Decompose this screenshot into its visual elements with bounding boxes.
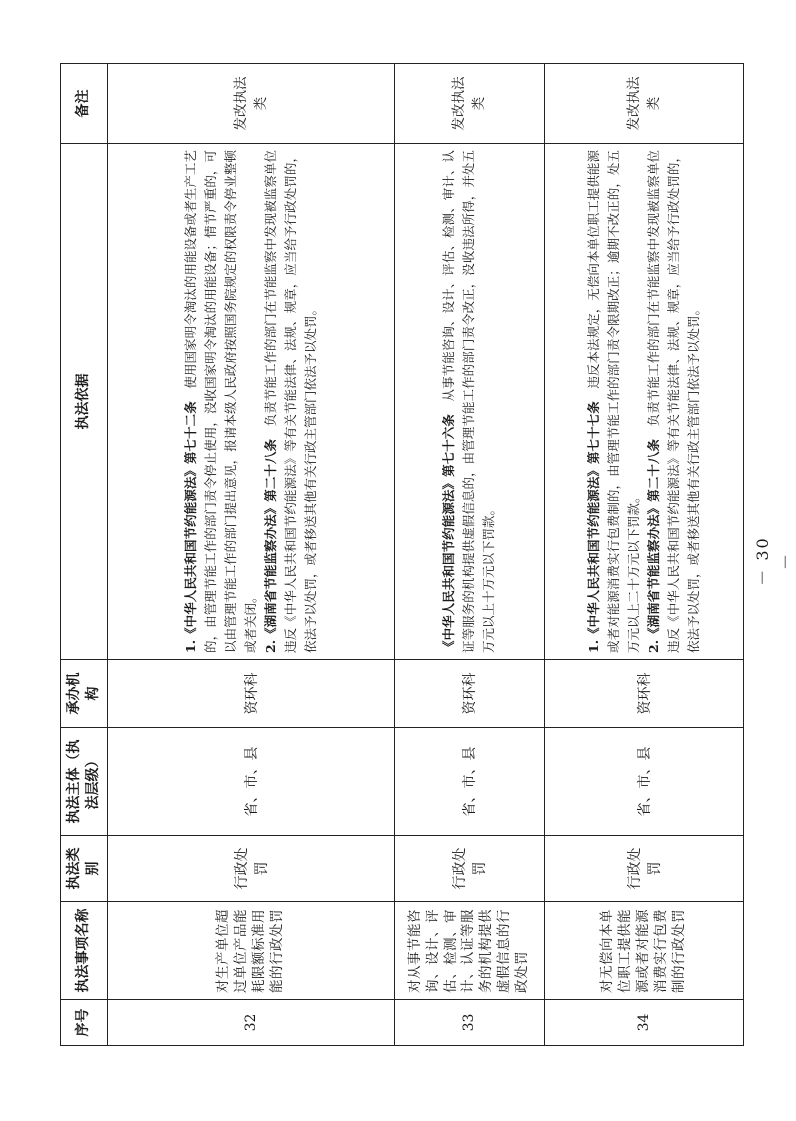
row-seq: 33 [394, 1000, 544, 1046]
basis-text: 从事节能咨询、设计、评估、检测、审计、认证等服务的机构提供虚假信息的，由管理节能工作的部门责令改正，没收违法所得，并处五万元以上十万元以下罚款。 [441, 150, 497, 653]
table-row [107, 64, 394, 1046]
row-note: 发改执法类 [107, 64, 394, 144]
header-subject: 执法主体（执法层级） [61, 728, 108, 836]
row-basis [544, 144, 743, 660]
table-row [394, 64, 544, 1046]
row-agency: 资环科 [394, 660, 544, 728]
row-basis [394, 144, 544, 660]
row-category: 行政处罚 [394, 836, 544, 902]
row-subject: 省、市、县 [394, 728, 544, 836]
row-seq: 34 [544, 1000, 743, 1046]
header-seq: 序号 [61, 1000, 108, 1046]
row-subject: 省、市、县 [107, 728, 394, 836]
row-agency: 资环科 [107, 660, 394, 728]
basis-paragraph [439, 150, 499, 653]
basis-text: 负责节能工作的部门在节能监察中发现被监察单位违反《中华人民共和国节约能源法》等有关节能法律、法规、规章，应当给予行政处罚的，依法予以处罚，或者移送其他有关行政主管部门依法予以处罚。 [645, 150, 701, 653]
row-basis [107, 144, 394, 660]
basis-law-title: 1.《中华人民共和国节约能源法》第七十二条 [182, 401, 198, 653]
row-seq: 32 [107, 1000, 394, 1046]
row-agency: 资环科 [544, 660, 743, 728]
basis-paragraph [181, 150, 261, 653]
row-item-name: 对从事节能咨询、设计、评估、检测、审计、认证等服务的机构提供虚假信息的行政处罚 [394, 902, 544, 1000]
basis-text: 负责节能工作的部门在节能监察中发现被监察单位违反《中华人民共和国节约能源法》等有关节能法律、法规、规章，应当给予行政处罚的，依法予以处罚，或者移送其他有关行政主管部门依法予以处罚。 [262, 150, 318, 653]
header-category: 执法类别 [61, 836, 108, 902]
header-row [61, 64, 108, 1046]
page-number: － 30 － [753, 536, 795, 586]
row-category: 行政处罚 [107, 836, 394, 902]
row-item-name: 对生产单位超过单位产品能耗限额标准用能的行政处罚 [107, 902, 394, 1000]
row-note: 发改执法类 [544, 64, 743, 144]
row-category: 行政处罚 [544, 836, 743, 902]
header-note: 备注 [61, 64, 108, 144]
basis-law-title: 2.《湖南省节能监察办法》第二十八条 [262, 438, 278, 653]
header-basis: 执法依据 [61, 144, 108, 660]
basis-paragraph [584, 150, 644, 653]
row-item-name: 对无偿向本单位职工提供能源或者对能源消费实行包费制的行政处罚 [544, 902, 743, 1000]
table-row [544, 64, 743, 1046]
basis-paragraph [261, 150, 321, 653]
row-subject: 省、市、县 [544, 728, 743, 836]
header-item: 执法事项名称 [61, 902, 108, 1000]
basis-law-title: 1.《中华人民共和国节约能源法》第七十七条 [585, 401, 601, 653]
enforcement-table [60, 63, 744, 1046]
header-agency: 承办机构 [61, 660, 108, 728]
basis-text: 使用国家明令淘汰的用能设备或者生产工艺的，由管理节能工作的部门责令停止使用，没收国家明令淘汰的用能设备；情节严重的，可以由管理节能工作的部门提出意见，报请本级人民政府按照国务院规定的权限责令停业整顿或者关闭。 [182, 150, 258, 653]
row-note: 发改执法类 [394, 64, 544, 144]
basis-law-title: 2.《湖南省节能监察办法》第二十八条 [645, 438, 661, 653]
basis-text: 违反本法规定，无偿向本单位职工提供能源或者对能源消费实行包费制的，由管理节能工作的部门责令限期改正；逾期不改正的，处五万元以上二十万元以下罚款。 [585, 150, 641, 653]
basis-paragraph [644, 150, 704, 653]
basis-law-title: 《中华人民共和国节约能源法》第七十六条 [441, 414, 457, 653]
